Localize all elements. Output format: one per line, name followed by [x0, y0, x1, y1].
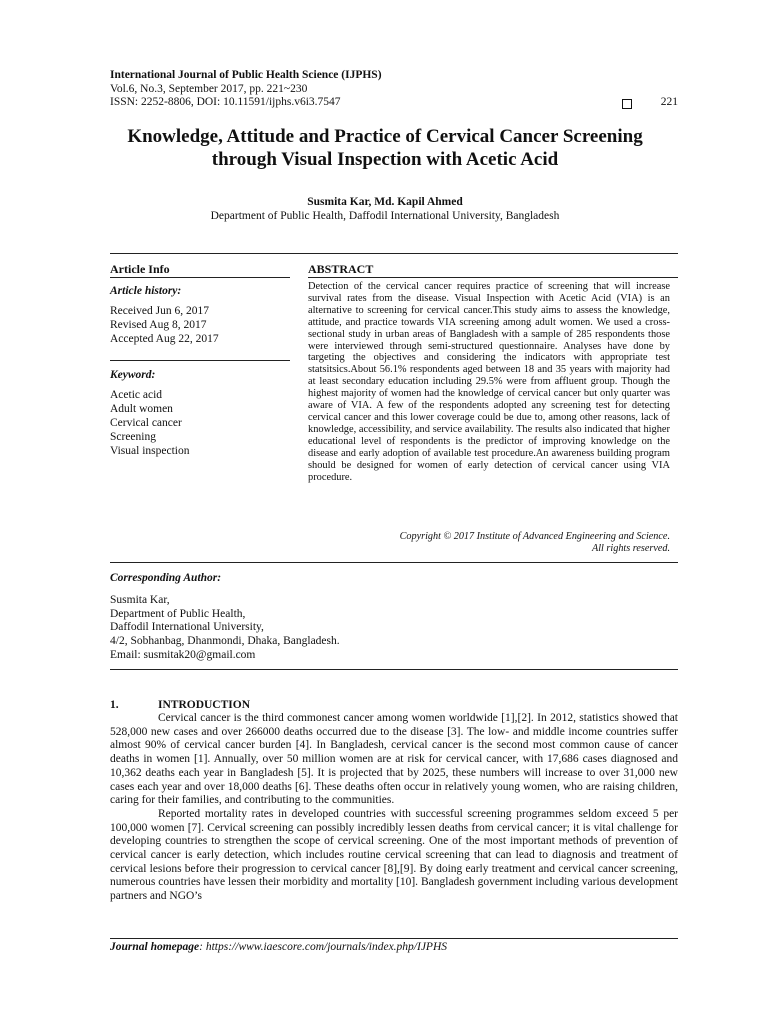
introduction-body	[110, 712, 678, 904]
keyword-item: Screening	[110, 431, 156, 443]
corresponding-university: Daffodil International University,	[110, 621, 264, 634]
article-history-label: Article history:	[110, 285, 182, 297]
corresponding-email[interactable]: Email: susmitak20@gmail.com	[110, 648, 256, 661]
abstract-text: Detection of the cervical cancer requires practice of screening that will increase survival rates from the disease. Visual Inspection with Acetic Acid (VIA) is an alternative to screening for cervical cancer.This study aims to assess the knowledge, attitude, and practice towards VIA screening among adult women. We used a cross-sectional study in urban areas of Bangladesh with a sample of 285 respondents those were interviewed through semi-structured questionnaire. Analyses have done by targeting the objectives and considering the indicators with appropriate test statsitsics.About 56.1% respondents aged between 18 and 35 years with majority had at least secondary education including 29.5% were from affluent group. Though the highest majority of women had the knowledge of cervical cancer but only quarter was aware of VIA. A few of the respondents adopted any screening test for detecting cervical cancer and this lower coverage could be due to, among other reasons, lack of knowledge, accessibility, and service availability. The results also indicated that higher educational level of respondents is the predictor of improving knowledge on the disease and early adoption of available test procedure.An awareness building program should be designed for women of early detection of cervical cancer using VIA procedure.	[308, 281, 670, 483]
bottom-rule	[110, 669, 678, 670]
author-block	[100, 196, 670, 223]
top-rule	[110, 253, 678, 254]
accepted-date: Accepted Aug 22, 2017	[110, 333, 219, 345]
middle-rule	[110, 562, 678, 563]
corresponding-department: Department of Public Health,	[110, 607, 246, 620]
article-info-heading: Article Info	[110, 262, 170, 276]
corresponding-address: 4/2, Sobhanbag, Dhanmondi, Dhaka, Bangladesh.	[110, 635, 340, 648]
body-paragraph: Cervical cancer is the third commonest cancer among women worldwide [1],[2]. In 2012, statistics showed that 528,000 new cases and over 266000 deaths occurred due to the disease [3]. The low- and middle income countries suffer almost 90% of cervical cancer burden [4]. In Bangladesh, cervical cancer is the second most common cause of cancer deaths in women [1]. Annually, over 50 million women are at risk for cervical cancer, with 17,686 cases diagnosed and 10,362 deaths each year in Bangladesh [5]. It is projected that by 2025, these numbers will increase to over 31,000 new cases each year and over 18,000 deaths [6]. These deaths often occur in relatively young women, who are raising children, caring for their families, and contributing to the communities.	[110, 712, 678, 807]
footer-colon: :	[199, 941, 206, 953]
received-date: Received Jun 6, 2017	[110, 305, 210, 317]
footer-label: Journal homepage	[110, 941, 200, 953]
keyword-label: Keyword:	[110, 369, 156, 381]
abstract-heading: ABSTRACT	[308, 262, 374, 276]
article-info-rule	[110, 277, 290, 278]
section-number: 1.	[110, 699, 119, 711]
journal-header	[110, 69, 680, 110]
section-heading	[110, 699, 250, 711]
journal-homepage-link[interactable]: https://www.iaescore.com/journals/index.php/IJPHS	[205, 941, 448, 953]
section-title: INTRODUCTION	[158, 699, 251, 711]
copyright-line-1: Copyright © 2017 Institute of Advanced Engineering and Science.	[399, 531, 670, 542]
keyword-item: Adult women	[110, 403, 173, 415]
page-number: 221	[660, 96, 678, 108]
title-line-2: through Visual Inspection with Acetic Acid	[211, 149, 559, 170]
author-affiliation: Department of Public Health, Daffodil International University, Bangladesh	[210, 209, 560, 222]
corresponding-name: Susmita Kar,	[110, 593, 170, 606]
keyword-item: Acetic acid	[110, 389, 163, 401]
keyword-item: Cervical cancer	[110, 417, 182, 429]
issn-line: ISSN: 2252-8806, DOI: 10.11591/ijphs.v6i3.7547	[110, 96, 341, 108]
title-line-1: Knowledge, Attitude and Practice of Cervical Cancer Screening	[127, 126, 643, 147]
journal-homepage-footer	[110, 941, 447, 953]
corresponding-author-block	[110, 572, 510, 663]
footer-rule	[110, 938, 678, 939]
abstract-rule	[308, 277, 678, 278]
author-names: Susmita Kar, Md. Kapil Ahmed	[307, 196, 463, 208]
revised-date: Revised Aug 8, 2017	[110, 319, 207, 331]
article-history-block	[110, 284, 290, 346]
copyright-line-2: All rights reserved.	[592, 543, 670, 554]
keyword-block	[110, 368, 290, 458]
body-paragraph: Reported mortality rates in developed countries with successful screening programmes seldom exceed 5 per 100,000 women [7]. Cervical screening can possibly incredibly lessen deaths from cervical cancer; it is vital challenge for developing countries to strengthen the scope of cervical screening. One of the most important methods of prevention of cervical cancer is early detection, which includes routine cervical screening that can lead to diagnosis and treatment of cervical lesions before their progression to cervical cancer [8],[9]. By doing early treatment and cervical cancer screening, numerous countries have lessen their morbidity and mortality [10]. Bangladesh government including various development partners and NGO’s	[110, 807, 678, 903]
journal-name: International Journal of Public Health Science (IJPHS)	[110, 69, 382, 81]
copyright-notice	[308, 531, 670, 555]
square-icon	[622, 99, 632, 109]
history-divider	[110, 360, 290, 361]
volume-line: Vol.6, No.3, September 2017, pp. 221~230	[110, 82, 308, 95]
keyword-item: Visual inspection	[110, 445, 190, 457]
paper-title	[80, 125, 690, 171]
issn-row	[110, 96, 680, 110]
corresponding-label: Corresponding Author:	[110, 572, 222, 584]
